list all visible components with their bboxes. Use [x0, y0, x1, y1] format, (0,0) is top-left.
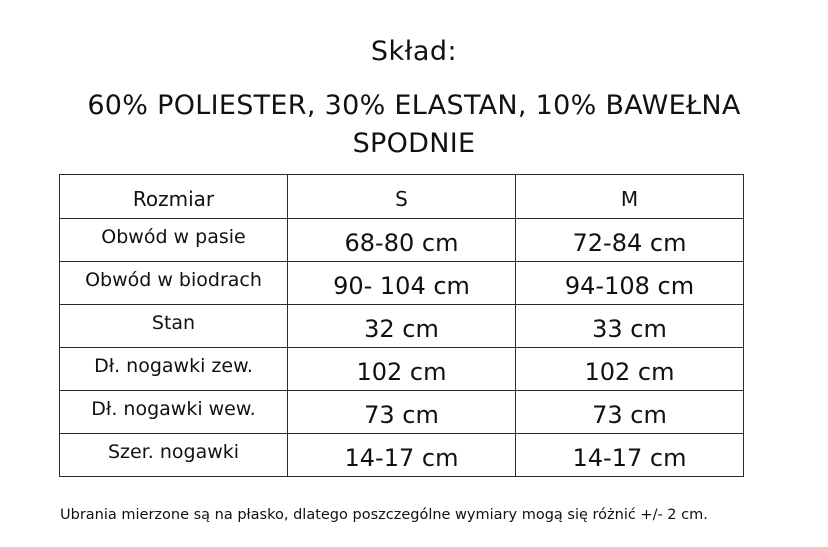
value-s-text: 102 cm: [356, 358, 447, 386]
row-label: [60, 434, 288, 477]
header-size-m: M: [516, 175, 744, 219]
row-label: [60, 262, 288, 305]
value-s: [288, 305, 516, 348]
value-s: [288, 434, 516, 477]
row-label-text: Szer. nogawki: [107, 441, 240, 463]
value-m: [516, 305, 744, 348]
table-row: [60, 262, 744, 305]
row-label-text: Stan: [151, 312, 196, 334]
value-m-text: 73 cm: [592, 401, 667, 429]
value-s: [288, 348, 516, 391]
table-row: [60, 219, 744, 262]
value-s-text: 32 cm: [364, 315, 439, 343]
value-m: [516, 262, 744, 305]
table-row: [60, 391, 744, 434]
row-label-text: Obwód w pasie: [101, 226, 246, 248]
value-s: [288, 219, 516, 262]
row-label: [60, 348, 288, 391]
row-label: [60, 391, 288, 434]
size-table: [59, 174, 744, 477]
row-label: [60, 305, 288, 348]
row-label-text: Dł. nogawki wew.: [91, 398, 256, 420]
header-size-s: S: [288, 175, 516, 219]
value-m-text: 14-17 cm: [572, 444, 687, 472]
product-type: SPODNIE: [352, 128, 476, 159]
value-m-text: 94-108 cm: [564, 272, 695, 300]
value-s-text: 73 cm: [364, 401, 439, 429]
row-label-text: Dł. nogawki zew.: [94, 355, 253, 377]
value-m: [516, 434, 744, 477]
material-composition: 60% POLIESTER, 30% ELASTAN, 10% BAWEŁNA: [87, 90, 741, 121]
value-s-text: 90- 104 cm: [333, 272, 470, 300]
value-s-text: 14-17 cm: [344, 444, 459, 472]
value-m-text: 33 cm: [592, 315, 667, 343]
value-m: [516, 348, 744, 391]
value-s: [288, 262, 516, 305]
value-s: [288, 391, 516, 434]
table-row: [60, 348, 744, 391]
measurement-note: Ubrania mierzone są na płasko, dlatego poszczególne wymiary mogą się różnić +/- 2 cm.: [60, 507, 708, 523]
composition-title: Skład:: [370, 36, 458, 67]
table-row: [60, 305, 744, 348]
value-m: [516, 391, 744, 434]
value-m: [516, 219, 744, 262]
value-m-text: 102 cm: [584, 358, 675, 386]
value-m-text: 72-84 cm: [572, 229, 687, 257]
table-header-row: [60, 175, 744, 219]
table-row: [60, 434, 744, 477]
row-label: [60, 219, 288, 262]
header-size-label: Rozmiar: [60, 175, 288, 219]
row-label-text: Obwód w biodrach: [85, 269, 262, 291]
value-s-text: 68-80 cm: [344, 229, 459, 257]
